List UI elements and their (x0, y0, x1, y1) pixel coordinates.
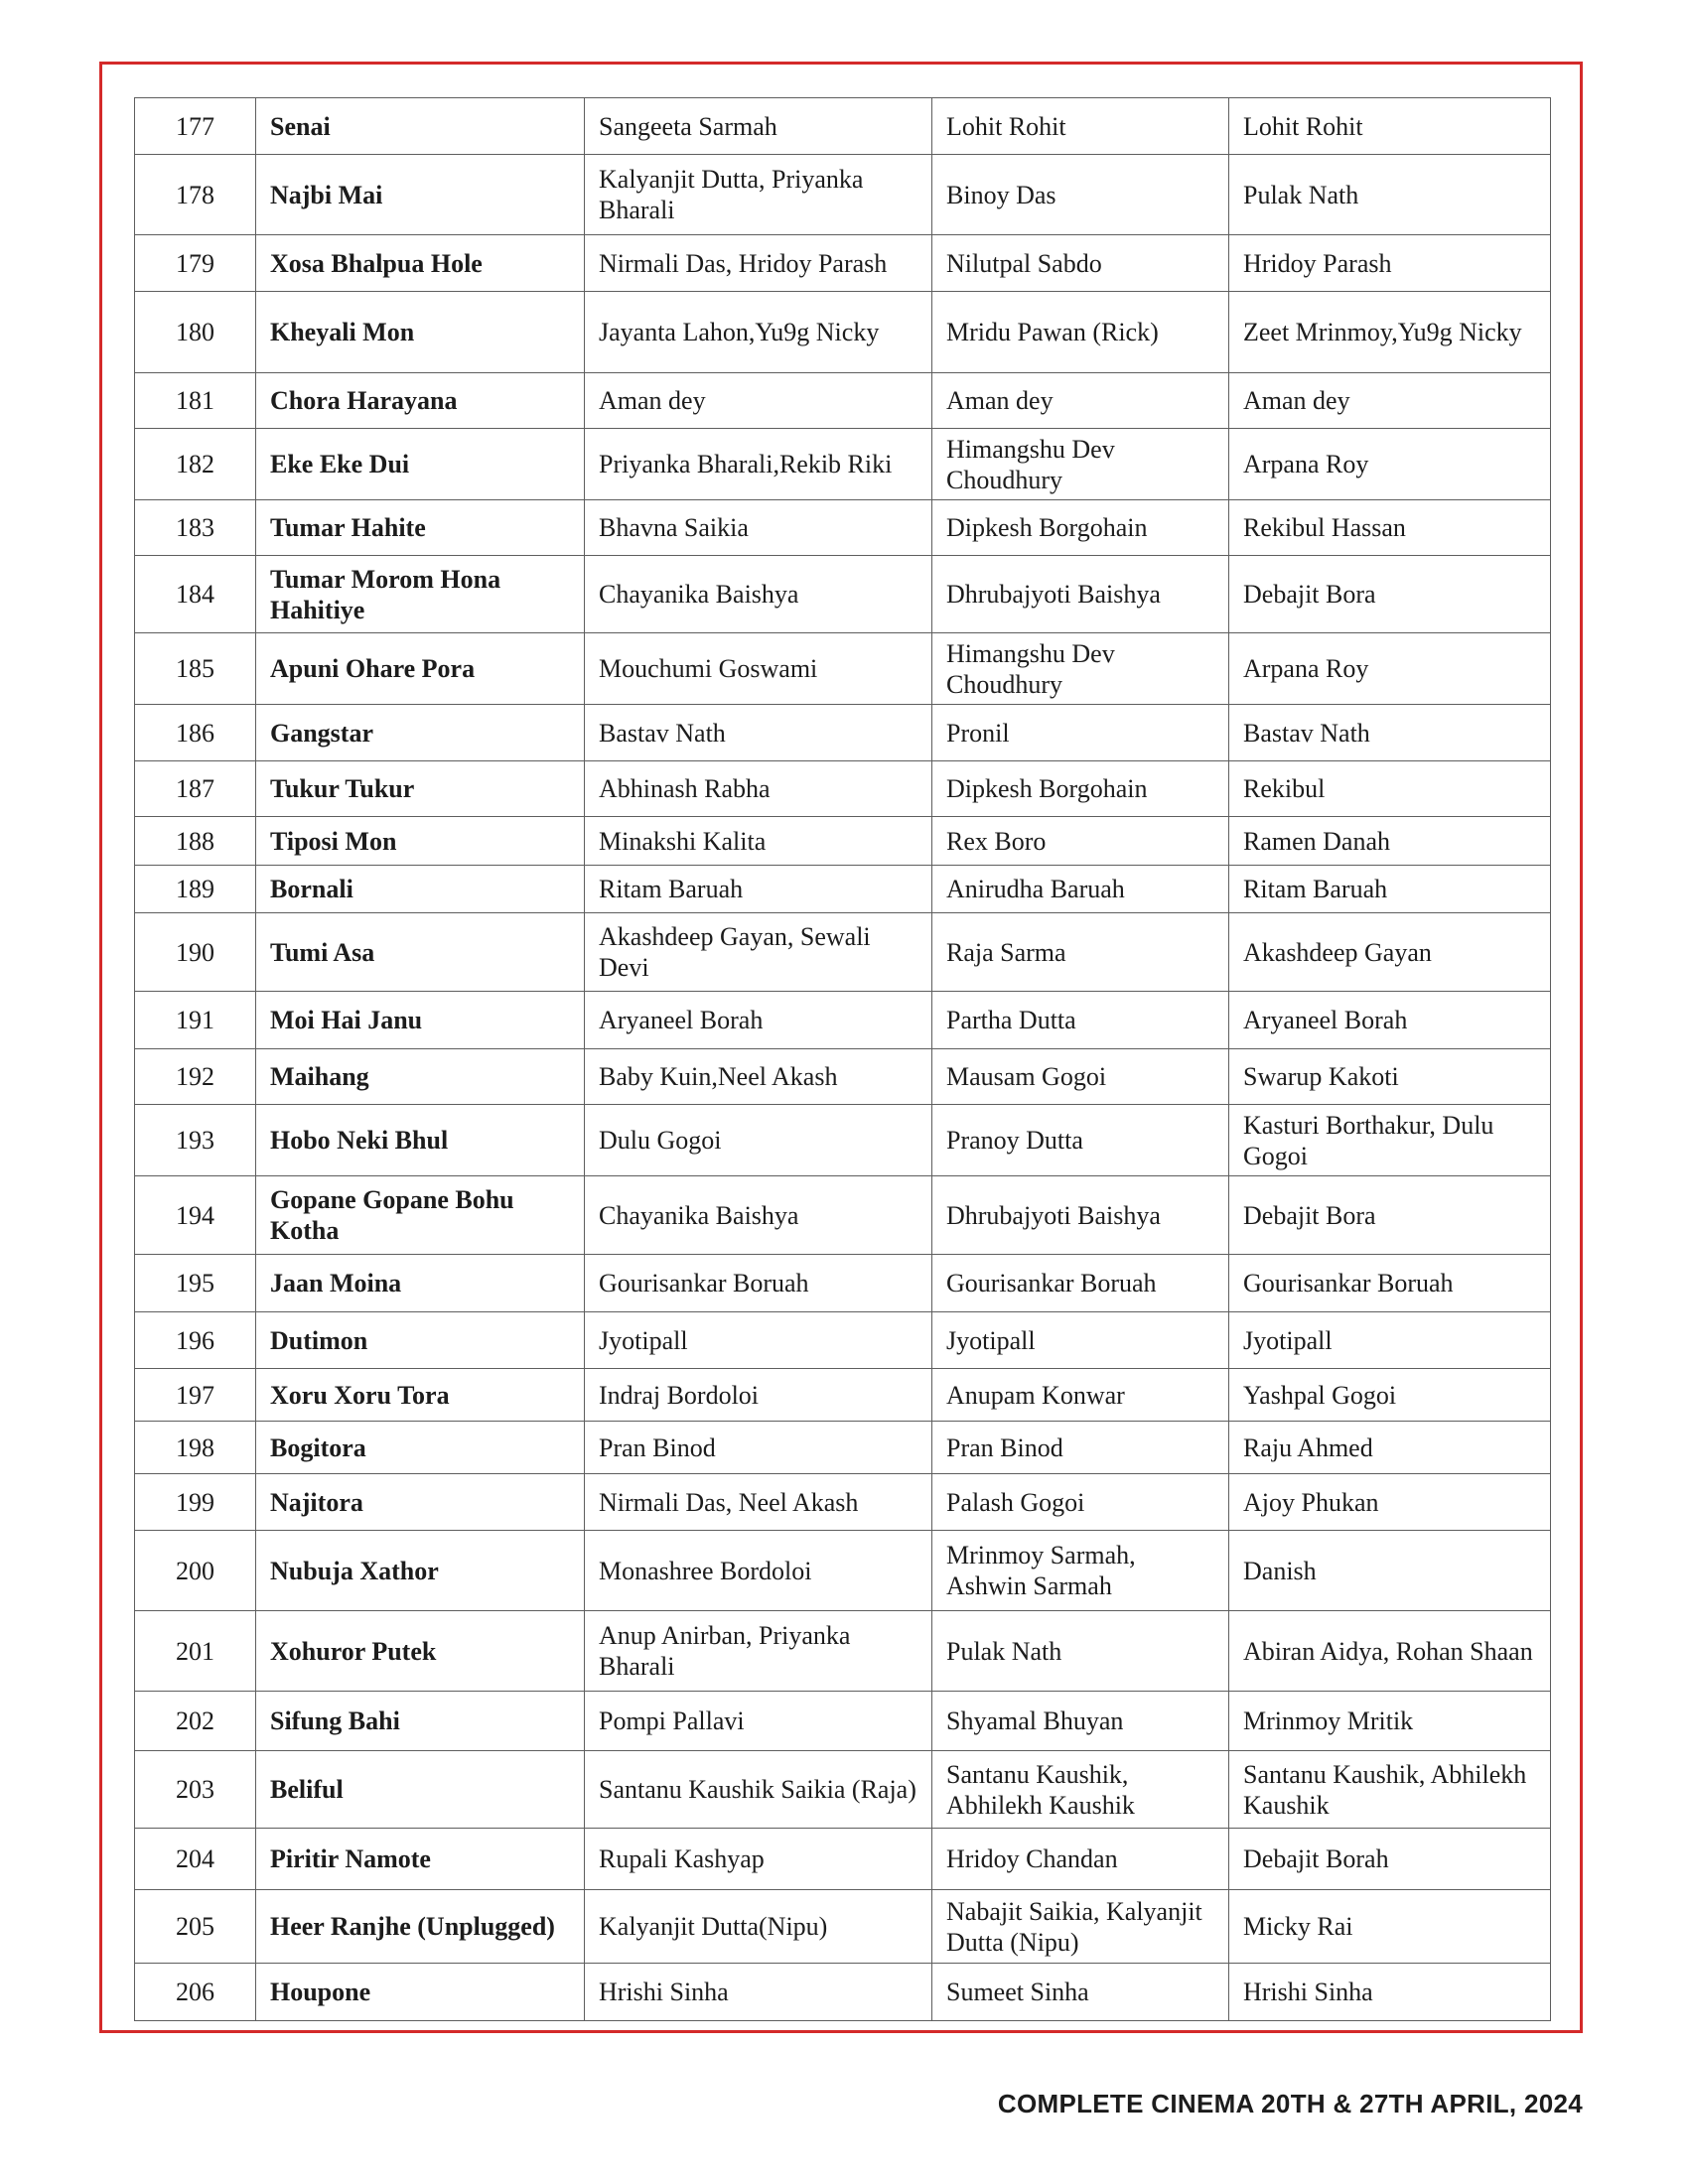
cell-song-title: Senai (256, 98, 585, 155)
table-row (135, 817, 1551, 866)
cell-song-title: Jaan Moina (256, 1255, 585, 1312)
cell-music: Lohit Rohit (932, 98, 1229, 155)
cell-number: 206 (135, 1964, 256, 2021)
cell-number: 182 (135, 429, 256, 500)
cell-music: Anirudha Baruah (932, 866, 1229, 913)
cell-number: 205 (135, 1890, 256, 1964)
cell-music: Shyamal Bhuyan (932, 1692, 1229, 1751)
table-row (135, 633, 1551, 705)
cell-lyrics: Swarup Kakoti (1229, 1049, 1551, 1105)
cell-singer: Nirmali Das, Hridoy Parash (585, 235, 932, 292)
songs-table (134, 97, 1551, 2021)
cell-lyrics: Arpana Roy (1229, 429, 1551, 500)
cell-lyrics: Hridoy Parash (1229, 235, 1551, 292)
table-row (135, 1751, 1551, 1829)
cell-singer: Minakshi Kalita (585, 817, 932, 866)
cell-singer: Baby Kuin,Neel Akash (585, 1049, 932, 1105)
table-row (135, 1176, 1551, 1255)
cell-singer: Priyanka Bharali,Rekib Riki (585, 429, 932, 500)
cell-singer: Rupali Kashyap (585, 1829, 932, 1890)
cell-number: 204 (135, 1829, 256, 1890)
table-row (135, 292, 1551, 373)
cell-singer: Chayanika Baishya (585, 556, 932, 633)
cell-lyrics: Lohit Rohit (1229, 98, 1551, 155)
cell-music: Anupam Konwar (932, 1369, 1229, 1422)
cell-music: Mrinmoy Sarmah, Ashwin Sarmah (932, 1531, 1229, 1611)
cell-number: 195 (135, 1255, 256, 1312)
cell-song-title: Dutimon (256, 1312, 585, 1369)
cell-number: 201 (135, 1611, 256, 1692)
cell-song-title: Houpone (256, 1964, 585, 2021)
cell-music: Binoy Das (932, 155, 1229, 235)
table-row (135, 155, 1551, 235)
table-row (135, 1692, 1551, 1751)
cell-number: 198 (135, 1422, 256, 1474)
cell-singer: Aman dey (585, 373, 932, 429)
table-row (135, 1611, 1551, 1692)
cell-music: Pranoy Dutta (932, 1105, 1229, 1176)
cell-song-title: Piritir Namote (256, 1829, 585, 1890)
cell-song-title: Eke Eke Dui (256, 429, 585, 500)
cell-singer: Hrishi Sinha (585, 1964, 932, 2021)
table-row (135, 373, 1551, 429)
cell-singer: Gourisankar Boruah (585, 1255, 932, 1312)
table-row (135, 866, 1551, 913)
cell-music: Partha Dutta (932, 992, 1229, 1049)
cell-number: 184 (135, 556, 256, 633)
cell-number: 183 (135, 500, 256, 556)
cell-lyrics: Santanu Kaushik, Abhilekh Kaushik (1229, 1751, 1551, 1829)
cell-singer: Jyotipall (585, 1312, 932, 1369)
table-row (135, 429, 1551, 500)
cell-lyrics: Mrinmoy Mritik (1229, 1692, 1551, 1751)
songs-table-body (135, 98, 1551, 2021)
cell-song-title: Kheyali Mon (256, 292, 585, 373)
cell-lyrics: Debajit Borah (1229, 1829, 1551, 1890)
cell-music: Santanu Kaushik, Abhilekh Kaushik (932, 1751, 1229, 1829)
cell-singer: Nirmali Das, Neel Akash (585, 1474, 932, 1531)
cell-lyrics: Abiran Aidya, Rohan Shaan (1229, 1611, 1551, 1692)
table-row (135, 1890, 1551, 1964)
cell-song-title: Maihang (256, 1049, 585, 1105)
cell-music: Dhrubajyoti Baishya (932, 1176, 1229, 1255)
table-row (135, 1049, 1551, 1105)
cell-singer: Mouchumi Goswami (585, 633, 932, 705)
cell-song-title: Xosa Bhalpua Hole (256, 235, 585, 292)
table-row (135, 1422, 1551, 1474)
cell-singer: Abhinash Rabha (585, 761, 932, 817)
cell-number: 200 (135, 1531, 256, 1611)
cell-song-title: Xohuror Putek (256, 1611, 585, 1692)
cell-lyrics: Arpana Roy (1229, 633, 1551, 705)
cell-music: Sumeet Sinha (932, 1964, 1229, 2021)
cell-song-title: Najbi Mai (256, 155, 585, 235)
cell-singer: Pompi Pallavi (585, 1692, 932, 1751)
cell-lyrics: Pulak Nath (1229, 155, 1551, 235)
cell-song-title: Tiposi Mon (256, 817, 585, 866)
table-row (135, 1829, 1551, 1890)
cell-music: Nilutpal Sabdo (932, 235, 1229, 292)
footer-caption: COMPLETE CINEMA 20TH & 27TH APRIL, 2024 (997, 2089, 1583, 2118)
cell-singer: Kalyanjit Dutta(Nipu) (585, 1890, 932, 1964)
cell-number: 181 (135, 373, 256, 429)
table-row (135, 1255, 1551, 1312)
cell-song-title: Chora Harayana (256, 373, 585, 429)
cell-number: 196 (135, 1312, 256, 1369)
table-row (135, 761, 1551, 817)
cell-lyrics: Hrishi Sinha (1229, 1964, 1551, 2021)
cell-singer: Indraj Bordoloi (585, 1369, 932, 1422)
cell-singer: Aryaneel Borah (585, 992, 932, 1049)
cell-number: 177 (135, 98, 256, 155)
cell-song-title: Bornali (256, 866, 585, 913)
cell-music: Dipkesh Borgohain (932, 500, 1229, 556)
cell-music: Raja Sarma (932, 913, 1229, 992)
cell-number: 186 (135, 705, 256, 761)
cell-singer: Sangeeta Sarmah (585, 98, 932, 155)
cell-song-title: Bogitora (256, 1422, 585, 1474)
table-row (135, 913, 1551, 992)
cell-lyrics: Rekibul (1229, 761, 1551, 817)
cell-song-title: Tumi Asa (256, 913, 585, 992)
table-row (135, 1312, 1551, 1369)
cell-music: Dhrubajyoti Baishya (932, 556, 1229, 633)
cell-music: Pulak Nath (932, 1611, 1229, 1692)
cell-number: 192 (135, 1049, 256, 1105)
cell-lyrics: Ramen Danah (1229, 817, 1551, 866)
cell-singer: Dulu Gogoi (585, 1105, 932, 1176)
cell-lyrics: Akashdeep Gayan (1229, 913, 1551, 992)
cell-singer: Bastav Nath (585, 705, 932, 761)
cell-lyrics: Micky Rai (1229, 1890, 1551, 1964)
cell-music: Mridu Pawan (Rick) (932, 292, 1229, 373)
table-row (135, 1531, 1551, 1611)
table-row (135, 1964, 1551, 2021)
cell-lyrics: Aryaneel Borah (1229, 992, 1551, 1049)
cell-music: Pronil (932, 705, 1229, 761)
cell-singer: Santanu Kaushik Saikia (Raja) (585, 1751, 932, 1829)
table-row (135, 1369, 1551, 1422)
cell-music: Himangshu Dev Choudhury (932, 429, 1229, 500)
cell-number: 193 (135, 1105, 256, 1176)
cell-singer: Chayanika Baishya (585, 1176, 932, 1255)
cell-lyrics: Zeet Mrinmoy,Yu9g Nicky (1229, 292, 1551, 373)
cell-number: 190 (135, 913, 256, 992)
cell-song-title: Tumar Morom Hona Hahitiye (256, 556, 585, 633)
cell-lyrics: Debajit Bora (1229, 1176, 1551, 1255)
cell-number: 199 (135, 1474, 256, 1531)
cell-number: 194 (135, 1176, 256, 1255)
cell-song-title: Gangstar (256, 705, 585, 761)
cell-lyrics: Ajoy Phukan (1229, 1474, 1551, 1531)
cell-lyrics: Gourisankar Boruah (1229, 1255, 1551, 1312)
cell-music: Dipkesh Borgohain (932, 761, 1229, 817)
table-row (135, 705, 1551, 761)
cell-music: Pran Binod (932, 1422, 1229, 1474)
cell-singer: Anup Anirban, Priyanka Bharali (585, 1611, 932, 1692)
cell-song-title: Nubuja Xathor (256, 1531, 585, 1611)
cell-lyrics: Danish (1229, 1531, 1551, 1611)
cell-music: Gourisankar Boruah (932, 1255, 1229, 1312)
cell-number: 180 (135, 292, 256, 373)
table-row (135, 992, 1551, 1049)
cell-lyrics: Aman dey (1229, 373, 1551, 429)
cell-song-title: Beliful (256, 1751, 585, 1829)
cell-number: 203 (135, 1751, 256, 1829)
cell-number: 188 (135, 817, 256, 866)
table-row (135, 500, 1551, 556)
cell-number: 187 (135, 761, 256, 817)
cell-lyrics: Yashpal Gogoi (1229, 1369, 1551, 1422)
cell-number: 179 (135, 235, 256, 292)
cell-music: Palash Gogoi (932, 1474, 1229, 1531)
cell-lyrics: Kasturi Borthakur, Dulu Gogoi (1229, 1105, 1551, 1176)
cell-lyrics: Raju Ahmed (1229, 1422, 1551, 1474)
cell-singer: Pran Binod (585, 1422, 932, 1474)
cell-song-title: Tukur Tukur (256, 761, 585, 817)
cell-music: Himangshu Dev Choudhury (932, 633, 1229, 705)
table-row (135, 98, 1551, 155)
cell-music: Mausam Gogoi (932, 1049, 1229, 1105)
cell-number: 191 (135, 992, 256, 1049)
cell-music: Hridoy Chandan (932, 1829, 1229, 1890)
cell-singer: Bhavna Saikia (585, 500, 932, 556)
cell-number: 189 (135, 866, 256, 913)
cell-lyrics: Jyotipall (1229, 1312, 1551, 1369)
cell-number: 197 (135, 1369, 256, 1422)
cell-song-title: Najitora (256, 1474, 585, 1531)
cell-singer: Jayanta Lahon,Yu9g Nicky (585, 292, 932, 373)
cell-song-title: Sifung Bahi (256, 1692, 585, 1751)
cell-lyrics: Rekibul Hassan (1229, 500, 1551, 556)
cell-music: Rex Boro (932, 817, 1229, 866)
cell-lyrics: Bastav Nath (1229, 705, 1551, 761)
cell-song-title: Heer Ranjhe (Unplugged) (256, 1890, 585, 1964)
cell-number: 185 (135, 633, 256, 705)
cell-song-title: Apuni Ohare Pora (256, 633, 585, 705)
cell-music: Aman dey (932, 373, 1229, 429)
cell-song-title: Xoru Xoru Tora (256, 1369, 585, 1422)
cell-lyrics: Debajit Bora (1229, 556, 1551, 633)
cell-number: 202 (135, 1692, 256, 1751)
cell-song-title: Hobo Neki Bhul (256, 1105, 585, 1176)
cell-singer: Ritam Baruah (585, 866, 932, 913)
cell-song-title: Gopane Gopane Bohu Kotha (256, 1176, 585, 1255)
cell-song-title: Moi Hai Janu (256, 992, 585, 1049)
cell-lyrics: Ritam Baruah (1229, 866, 1551, 913)
cell-song-title: Tumar Hahite (256, 500, 585, 556)
cell-singer: Akashdeep Gayan, Sewali Devi (585, 913, 932, 992)
cell-music: Nabajit Saikia, Kalyanjit Dutta (Nipu) (932, 1890, 1229, 1964)
table-row (135, 1105, 1551, 1176)
table-row (135, 556, 1551, 633)
cell-music: Jyotipall (932, 1312, 1229, 1369)
cell-number: 178 (135, 155, 256, 235)
table-row (135, 1474, 1551, 1531)
cell-singer: Monashree Bordoloi (585, 1531, 932, 1611)
cell-singer: Kalyanjit Dutta, Priyanka Bharali (585, 155, 932, 235)
table-row (135, 235, 1551, 292)
